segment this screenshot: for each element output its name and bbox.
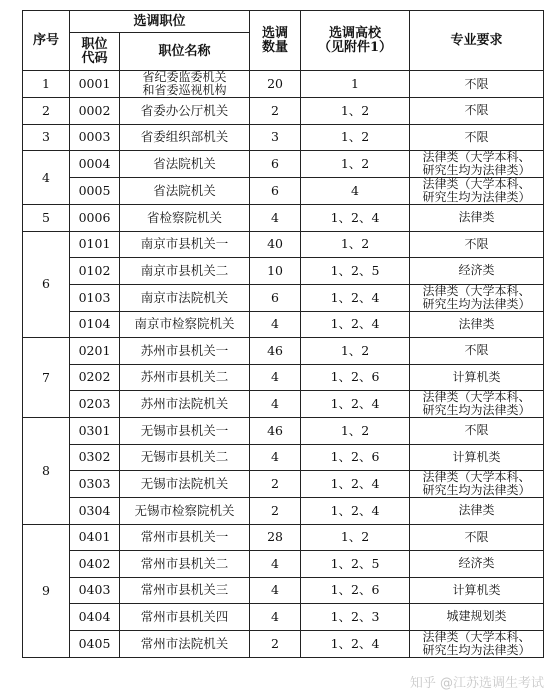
count-cell: 28 [250,524,301,551]
seq-cell: 9 [23,524,70,657]
major-cell: 法律类（大学本科、 研究生均为法律类） [410,630,544,657]
table-row [23,151,544,178]
count-cell: 4 [250,551,301,578]
count-cell: 2 [250,498,301,525]
major-cell: 不限 [410,231,544,258]
major-cell: 法律类（大学本科、 研究生均为法律类） [410,178,544,205]
universities-cell: 1、2 [301,524,410,551]
universities-cell: 1、2、4 [301,498,410,525]
table-body [23,71,544,658]
table-row [23,311,544,338]
code-cell: 0303 [70,471,120,498]
count-cell: 4 [250,604,301,631]
table-row [23,630,544,657]
table-row [23,524,544,551]
universities-cell: 1、2、4 [301,205,410,232]
name-cell: 常州市县机关三 [120,577,250,604]
universities-cell: 1、2、5 [301,258,410,285]
seq-cell: 2 [23,98,70,125]
universities-cell: 1、2 [301,98,410,125]
name-cell: 常州市县机关四 [120,604,250,631]
table-row [23,364,544,391]
universities-cell: 1、2、4 [301,311,410,338]
universities-cell: 1、2 [301,418,410,445]
universities-cell: 1、2、4 [301,284,410,311]
table-row [23,498,544,525]
count-cell: 4 [250,205,301,232]
universities-cell: 1、2 [301,124,410,151]
table-row [23,391,544,418]
name-cell: 苏州市县机关二 [120,364,250,391]
name-cell: 南京市法院机关 [120,284,250,311]
seq-cell: 6 [23,231,70,338]
code-cell: 0401 [70,524,120,551]
count-cell: 4 [250,444,301,471]
major-cell: 法律类 [410,205,544,232]
seq-cell: 5 [23,205,70,232]
code-cell: 0001 [70,71,120,98]
count-cell: 3 [250,124,301,151]
header-position-group: 选调职位 [70,11,250,33]
seq-cell: 7 [23,338,70,418]
header-universities: 选调高校 （见附件1） [301,11,410,71]
name-cell: 省检察院机关 [120,205,250,232]
header-code: 职位 代码 [70,33,120,71]
code-cell: 0002 [70,98,120,125]
code-cell: 0304 [70,498,120,525]
major-cell: 计算机类 [410,577,544,604]
major-cell: 计算机类 [410,364,544,391]
major-cell: 不限 [410,71,544,98]
universities-cell: 4 [301,178,410,205]
count-cell: 6 [250,178,301,205]
name-cell: 无锡市检察院机关 [120,498,250,525]
major-cell: 城建规划类 [410,604,544,631]
universities-cell: 1、2 [301,151,410,178]
universities-cell: 1、2、6 [301,444,410,471]
name-cell: 无锡市县机关二 [120,444,250,471]
code-cell: 0202 [70,364,120,391]
universities-cell: 1、2、4 [301,391,410,418]
universities-cell: 1、2、4 [301,471,410,498]
seq-cell: 4 [23,151,70,205]
name-cell: 常州市县机关一 [120,524,250,551]
count-cell: 2 [250,98,301,125]
name-cell: 南京市检察院机关 [120,311,250,338]
major-cell: 计算机类 [410,444,544,471]
table-row [23,471,544,498]
name-cell: 南京市县机关二 [120,258,250,285]
header-seq: 序号 [23,11,70,71]
name-cell: 苏州市法院机关 [120,391,250,418]
major-cell: 法律类（大学本科、 研究生均为法律类） [410,471,544,498]
code-cell: 0103 [70,284,120,311]
table-row [23,284,544,311]
count-cell: 4 [250,391,301,418]
universities-cell: 1、2、6 [301,577,410,604]
code-cell: 0201 [70,338,120,365]
name-cell: 南京市县机关一 [120,231,250,258]
major-cell: 不限 [410,338,544,365]
major-cell: 法律类（大学本科、 研究生均为法律类） [410,284,544,311]
count-cell: 4 [250,577,301,604]
code-cell: 0104 [70,311,120,338]
count-cell: 40 [250,231,301,258]
seq-cell: 8 [23,418,70,525]
count-cell: 4 [250,364,301,391]
seq-cell: 1 [23,71,70,98]
universities-cell: 1、2、4 [301,630,410,657]
header-count: 选调 数量 [250,11,301,71]
table-row [23,338,544,365]
count-cell: 2 [250,471,301,498]
major-cell: 不限 [410,418,544,445]
name-cell: 无锡市县机关一 [120,418,250,445]
table-row [23,124,544,151]
table-row [23,71,544,98]
name-cell: 常州市县机关二 [120,551,250,578]
major-cell: 经济类 [410,551,544,578]
table-row [23,551,544,578]
universities-cell: 1、2 [301,338,410,365]
count-cell: 2 [250,630,301,657]
name-cell: 省法院机关 [120,151,250,178]
code-cell: 0301 [70,418,120,445]
major-cell: 法律类 [410,311,544,338]
table-row [23,418,544,445]
count-cell: 6 [250,151,301,178]
code-cell: 0006 [70,205,120,232]
count-cell: 6 [250,284,301,311]
major-cell: 不限 [410,124,544,151]
universities-cell: 1、2、6 [301,364,410,391]
universities-cell: 1 [301,71,410,98]
code-cell: 0203 [70,391,120,418]
count-cell: 20 [250,71,301,98]
major-cell: 不限 [410,524,544,551]
positions-table [22,10,544,658]
header-name: 职位名称 [120,33,250,71]
universities-cell: 1、2 [301,231,410,258]
code-cell: 0102 [70,258,120,285]
count-cell: 46 [250,418,301,445]
count-cell: 10 [250,258,301,285]
name-cell: 无锡市法院机关 [120,471,250,498]
code-cell: 0404 [70,604,120,631]
name-cell: 苏州市县机关一 [120,338,250,365]
major-cell: 不限 [410,98,544,125]
count-cell: 4 [250,311,301,338]
code-cell: 0004 [70,151,120,178]
table-row [23,258,544,285]
header-major: 专业要求 [410,11,544,71]
major-cell: 法律类 [410,498,544,525]
major-cell: 经济类 [410,258,544,285]
name-cell: 省纪委监委机关 和省委巡视机构 [120,71,250,98]
table-row [23,178,544,205]
table-row [23,231,544,258]
table-row [23,98,544,125]
name-cell: 省委组织部机关 [120,124,250,151]
code-cell: 0005 [70,178,120,205]
table-row [23,444,544,471]
code-cell: 0101 [70,231,120,258]
name-cell: 省法院机关 [120,178,250,205]
table-row [23,205,544,232]
major-cell: 法律类（大学本科、 研究生均为法律类） [410,151,544,178]
count-cell: 46 [250,338,301,365]
code-cell: 0403 [70,577,120,604]
name-cell: 省委办公厅机关 [120,98,250,125]
universities-cell: 1、2、3 [301,604,410,631]
code-cell: 0003 [70,124,120,151]
seq-cell: 3 [23,124,70,151]
table-row [23,577,544,604]
major-cell: 法律类（大学本科、 研究生均为法律类） [410,391,544,418]
code-cell: 0302 [70,444,120,471]
code-cell: 0402 [70,551,120,578]
code-cell: 0405 [70,630,120,657]
universities-cell: 1、2、5 [301,551,410,578]
watermark: 知乎 @江苏选调生考试 [409,676,544,691]
table-row [23,604,544,631]
name-cell: 常州市法院机关 [120,630,250,657]
